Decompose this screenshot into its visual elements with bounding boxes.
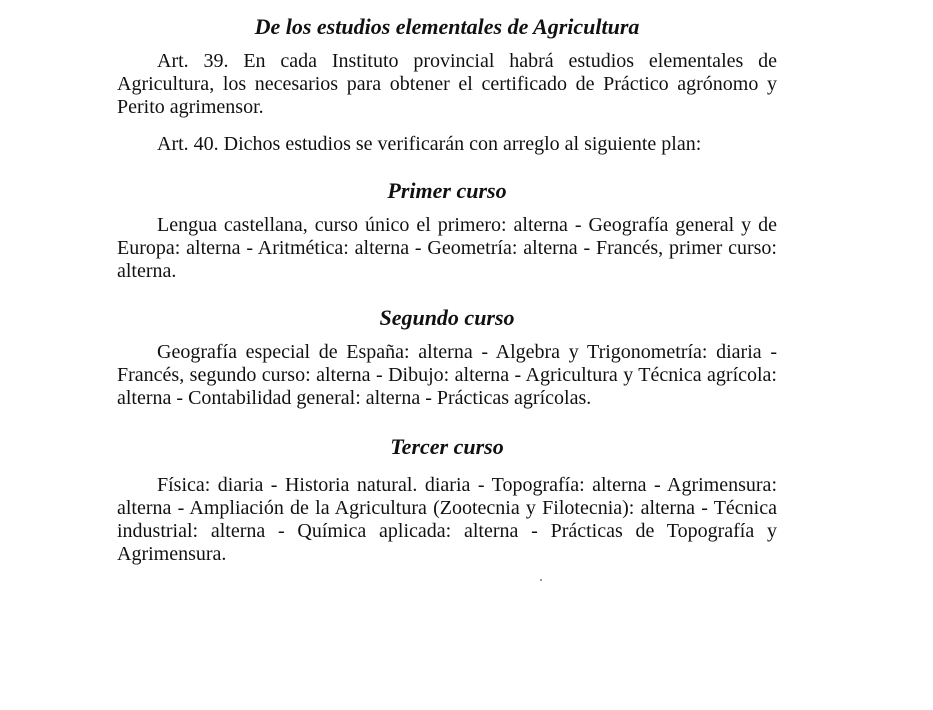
document-page [117,12,777,566]
article-40-paragraph: Art. 40. Dichos estudios se verificarán con arreglo al siguiente plan: [157,133,702,155]
document-title: De los estudios elementales de Agricultura [254,14,640,39]
section-text-primer-curso: Lengua castellana, curso único el primero: alterna - Geografía general y de Europa: alterna - Aritmética: alterna - Geometría: alterna - Francés, primer curso: alterna. [117,214,777,282]
section-heading-segundo-curso: Segundo curso [379,305,515,330]
section-text-tercer-curso: Física: diaria - Historia natural. diaria - Topografía: alterna - Agrimensura: alterna - Ampliación de la Agricultura (Zootecnia y Filotecnia): alterna - Técnica industrial: alterna - Química aplicada: alterna - Prácticas de Topografía y Agrimensura. [117,474,777,565]
section-text-segundo-curso: Geografía especial de España: alterna - Algebra y Trigonometría: diaria - Francés, segundo curso: alterna - Dibujo: alterna - Agricultura y Técnica agrícola: alterna - Contabilidad general: alterna - Prácticas agrícolas. [117,341,777,409]
section-heading-tercer-curso: Tercer curso [390,434,504,459]
article-39-paragraph: Art. 39. En cada Instituto provincial habrá estudios elementales de Agricultura, los necesarios para obtener el certificado de Práctico agrónomo y Perito agrimensor. [117,50,777,118]
scan-speck [540,579,542,581]
section-heading-primer-curso: Primer curso [387,178,507,203]
